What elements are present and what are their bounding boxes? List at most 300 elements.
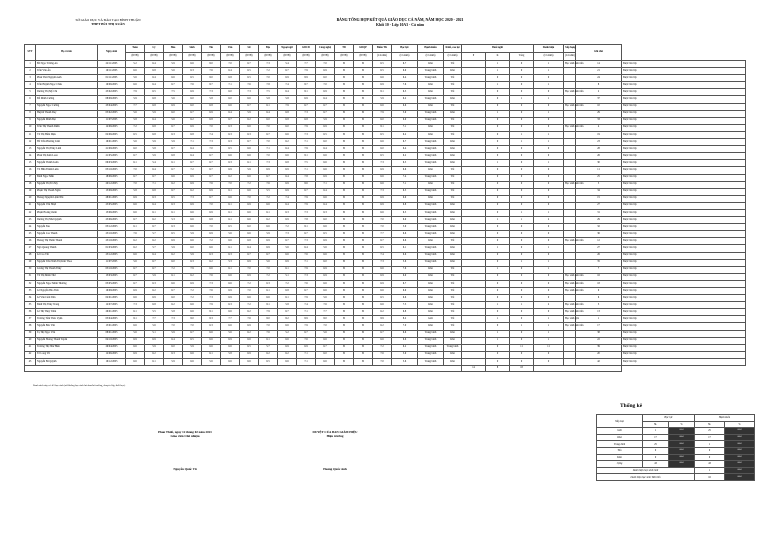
cell-score: 7.0 bbox=[202, 224, 221, 231]
cell-hoc-luc: Trung bình bbox=[418, 209, 444, 216]
cell-score: 7.7 bbox=[373, 231, 392, 238]
cell-score: 6.7 bbox=[183, 110, 202, 117]
cell-dob: 08/09/2005 bbox=[98, 96, 126, 103]
cell-score: 5.6 bbox=[164, 96, 183, 103]
cell-score: 6.6 bbox=[126, 295, 145, 302]
cell-score: Đ bbox=[354, 358, 373, 365]
col-subject: Ngoại ngữ bbox=[278, 45, 297, 53]
cell-score: 7.2 bbox=[164, 266, 183, 273]
cell-score: 7.9 bbox=[297, 146, 316, 153]
cell-absent-p: 0 bbox=[486, 139, 510, 146]
cell-name: Đinh Thị Thùy Trang bbox=[36, 302, 98, 309]
cell-rank: 37 bbox=[576, 96, 622, 103]
cell-rank: 12 bbox=[576, 238, 622, 245]
stats-header-row bbox=[597, 415, 755, 422]
cell-hanh-kiem: Tốt bbox=[444, 89, 462, 96]
cell-dob: 28/01/2005 bbox=[98, 195, 126, 202]
cell-score: Đ bbox=[335, 302, 354, 309]
cell-score: Đ bbox=[335, 330, 354, 337]
cell-absent-p: 0 bbox=[486, 103, 510, 110]
cell-absent-total: 0 bbox=[534, 117, 564, 124]
cell-score: 7.8 bbox=[259, 82, 278, 89]
cell-hoc-luc: Trung bình bbox=[418, 252, 444, 259]
cell-score: 5.6 bbox=[126, 139, 145, 146]
cell-score: 6.2 bbox=[373, 323, 392, 330]
cell-rank: 34 bbox=[576, 188, 622, 195]
cell-hanh-kiem: Tốt bbox=[444, 266, 462, 273]
cell-score: 6.4 bbox=[316, 202, 335, 209]
cell-score: 6.1 bbox=[164, 273, 183, 280]
cell-score: 7.1 bbox=[297, 139, 316, 146]
col-subject-unit: (Cả năm) bbox=[444, 53, 462, 61]
cell-score: 7.0 bbox=[240, 195, 259, 202]
cell-score: 6.7 bbox=[202, 195, 221, 202]
col-rank-unit: (Cả năm) bbox=[564, 53, 576, 61]
cell-note: Được lên lớp bbox=[622, 337, 746, 344]
cell-score: 5.9 bbox=[183, 344, 202, 351]
cell-score: 6.6 bbox=[373, 337, 392, 344]
cell-score: 6.7 bbox=[221, 117, 240, 124]
cell-score: 8.3 bbox=[202, 316, 221, 323]
cell-score: 6.2 bbox=[145, 351, 164, 358]
cell-score: 6.5 bbox=[373, 245, 392, 252]
col-subject: Sinh bbox=[183, 45, 202, 53]
cell-score: Đ bbox=[335, 181, 354, 188]
cell-score: 6.9 bbox=[373, 167, 392, 174]
cell-note: Được lên lớp bbox=[622, 181, 746, 188]
table-row bbox=[25, 309, 746, 316]
cell-score: 6.9 bbox=[392, 273, 418, 280]
cell-note: Được lên lớp bbox=[622, 224, 746, 231]
cell-score: Đ bbox=[335, 209, 354, 216]
cell-hoc-luc: Trung bình bbox=[418, 139, 444, 146]
cell-name: Phan Thái Nguyên Anh bbox=[36, 75, 98, 82]
cell-score: 6.7 bbox=[392, 139, 418, 146]
cell-score: 6.8 bbox=[145, 302, 164, 309]
cell-score: Đ bbox=[335, 273, 354, 280]
cell-score: 7.3 bbox=[297, 238, 316, 245]
cell-score: 6.9 bbox=[183, 202, 202, 209]
cell-absent-total: 1 bbox=[534, 209, 564, 216]
cell-rank: 28 bbox=[576, 146, 622, 153]
cell-score: 7.6 bbox=[392, 266, 418, 273]
stats-table bbox=[596, 414, 755, 481]
cell-merit bbox=[564, 217, 576, 224]
cell-hanh-kiem: Khá bbox=[444, 139, 462, 146]
principal-role: Hiệu trưởng bbox=[326, 434, 344, 439]
cell-merit bbox=[564, 252, 576, 259]
header-subrow bbox=[25, 53, 746, 61]
cell-hanh-kiem: Tốt bbox=[444, 238, 462, 245]
cell-dob: 16/09/2005 bbox=[98, 288, 126, 295]
cell-score: 6.5 bbox=[373, 153, 392, 160]
cell-absent-p: 0 bbox=[486, 288, 510, 295]
cell-score: 6.6 bbox=[202, 266, 221, 273]
cell-stt: 39 bbox=[25, 330, 36, 337]
stats-subhead: SL bbox=[695, 421, 725, 428]
cell-absent-k: 0 bbox=[510, 309, 534, 316]
cell-dob: 21/05/2005 bbox=[98, 153, 126, 160]
cell-score: 6.4 bbox=[183, 153, 202, 160]
cell-score: 6.2 bbox=[164, 302, 183, 309]
cell-score: 7.1 bbox=[392, 124, 418, 131]
cell-score: 6.6 bbox=[126, 344, 145, 351]
cell-score: 6.8 bbox=[145, 68, 164, 75]
cell-absent-k: 0 bbox=[510, 231, 534, 238]
cell-hoc-luc: Trung bình bbox=[418, 231, 444, 238]
cell-note: Được lên lớp bbox=[622, 188, 746, 195]
cell-note: Được lên lớp bbox=[622, 146, 746, 153]
cell-score: 6.4 bbox=[145, 202, 164, 209]
cell-score: 6.3 bbox=[164, 351, 183, 358]
cell-stt: 32 bbox=[25, 280, 36, 287]
cell-score: 6.0 bbox=[316, 217, 335, 224]
cell-score: 7.0 bbox=[221, 61, 240, 68]
cell-rank: 24 bbox=[576, 75, 622, 82]
cell-score: Đ bbox=[335, 266, 354, 273]
cell-score: 7.9 bbox=[126, 89, 145, 96]
table-row bbox=[25, 160, 746, 167]
cell-score: 6.9 bbox=[183, 124, 202, 131]
cell-merit bbox=[564, 153, 576, 160]
cell-score: 6.7 bbox=[373, 238, 392, 245]
cell-absent-p: 1 bbox=[486, 266, 510, 273]
cell-score: 6.8 bbox=[183, 131, 202, 138]
cell-absent-p: 0 bbox=[486, 146, 510, 153]
cell-score: Đ bbox=[354, 160, 373, 167]
cell-score: Đ bbox=[354, 124, 373, 131]
cell-hoc-luc: Khá bbox=[418, 61, 444, 68]
cell-merit bbox=[564, 330, 576, 337]
col-name: Họ và tên bbox=[36, 45, 98, 61]
cell-score: 7.1 bbox=[145, 181, 164, 188]
cell-score: 6.4 bbox=[278, 146, 297, 153]
cell-score: 7.3 bbox=[373, 188, 392, 195]
cell-absent-total: 0 bbox=[534, 224, 564, 231]
cell-score: Đ bbox=[335, 131, 354, 138]
cell-score: 6.4 bbox=[164, 337, 183, 344]
grade-table bbox=[24, 44, 746, 372]
cell-score: 7.0 bbox=[240, 266, 259, 273]
cell-score: 8.1 bbox=[297, 224, 316, 231]
cell-khoi bbox=[462, 167, 486, 174]
cell-score: 6.6 bbox=[316, 288, 335, 295]
cell-score: 8.0 bbox=[202, 75, 221, 82]
table-row bbox=[25, 316, 746, 323]
cell-absent-total: 1 bbox=[534, 61, 564, 68]
cell-absent-k: 0 bbox=[510, 245, 534, 252]
cell-score: 6.1 bbox=[126, 224, 145, 231]
cell-score: 6.6 bbox=[240, 337, 259, 344]
cell-khoi bbox=[462, 209, 486, 216]
stats-hl-count: 25 bbox=[643, 441, 669, 448]
cell-khoi bbox=[462, 231, 486, 238]
cell-hanh-kiem: Khá bbox=[444, 351, 462, 358]
cell-absent-k: 0 bbox=[510, 238, 534, 245]
cell-score: 6.8 bbox=[145, 131, 164, 138]
cell-absent-k: 0 bbox=[510, 188, 534, 195]
cell-score: 6.2 bbox=[183, 188, 202, 195]
cell-score: 7.2 bbox=[278, 280, 297, 287]
table-row bbox=[25, 209, 746, 216]
cell-score: 6.1 bbox=[221, 217, 240, 224]
cell-score: 7.9 bbox=[297, 295, 316, 302]
cell-score: 6.6 bbox=[316, 167, 335, 174]
cell-score: 6.6 bbox=[240, 124, 259, 131]
stats-label: Kém bbox=[597, 454, 643, 461]
cell-absent-p: 1 bbox=[486, 302, 510, 309]
stats-hl-count: 0 bbox=[643, 454, 669, 461]
cell-score: 6.9 bbox=[126, 337, 145, 344]
cell-hanh-kiem: Tốt bbox=[444, 124, 462, 131]
cell-hanh-kiem: Tốt bbox=[444, 302, 462, 309]
cell-score: 6.4 bbox=[145, 167, 164, 174]
cell-absent-total: 0 bbox=[534, 309, 564, 316]
cell-score: 6.3 bbox=[221, 139, 240, 146]
cell-absent-total: 1 bbox=[534, 259, 564, 266]
cell-score: 6.5 bbox=[373, 68, 392, 75]
cell-score: 7.3 bbox=[297, 209, 316, 216]
cell-khoi bbox=[462, 124, 486, 131]
cell-absent-total: 0 bbox=[534, 252, 564, 259]
cell-score: 8.2 bbox=[392, 316, 418, 323]
cell-merit: Học sinh tiên tiến bbox=[564, 302, 576, 309]
cell-absent-k: 0 bbox=[510, 89, 534, 96]
cell-score: 6.5 bbox=[221, 146, 240, 153]
table-row bbox=[25, 288, 746, 295]
cell-score: 6.8 bbox=[278, 110, 297, 117]
cell-name: Hồ Trần Phương Linh bbox=[36, 139, 98, 146]
cell-score: 8.1 bbox=[126, 316, 145, 323]
cell-absent-p: 1 bbox=[486, 337, 510, 344]
cell-score: 6.1 bbox=[145, 209, 164, 216]
table-row bbox=[25, 195, 746, 202]
cell-score: Đ bbox=[354, 68, 373, 75]
stats-row bbox=[597, 428, 755, 435]
cell-khoi bbox=[462, 103, 486, 110]
cell-score: 6.5 bbox=[373, 61, 392, 68]
cell-score: 7.9 bbox=[183, 266, 202, 273]
cell-score: 8.1 bbox=[373, 124, 392, 131]
col-merit-unit: (Cả năm) bbox=[534, 53, 564, 61]
cell-absent-p: 0 bbox=[486, 295, 510, 302]
cell-name: Dương Thị Như Quỳnh bbox=[36, 217, 98, 224]
cell-score: 7.1 bbox=[221, 82, 240, 89]
cell-score: 6.7 bbox=[164, 82, 183, 89]
cell-hoc-luc: Khá bbox=[418, 131, 444, 138]
cell-score: 6.1 bbox=[164, 160, 183, 167]
cell-score: 6.0 bbox=[183, 103, 202, 110]
table-row bbox=[25, 61, 746, 68]
cell-score: Đ bbox=[335, 316, 354, 323]
cell-score: 7.3 bbox=[183, 195, 202, 202]
cell-rank: 35 bbox=[576, 259, 622, 266]
cell-score: 7.0 bbox=[373, 224, 392, 231]
cell-score: 6.6 bbox=[221, 153, 240, 160]
cell-hoc-luc: Trung bình bbox=[418, 344, 444, 351]
cell-absent-p: 0 bbox=[486, 75, 510, 82]
cell-score: Đ bbox=[335, 139, 354, 146]
cell-absent-total: 0 bbox=[534, 181, 564, 188]
cell-dob: 05/04/2005 bbox=[98, 316, 126, 323]
cell-score: 5.9 bbox=[164, 330, 183, 337]
cell-khoi bbox=[462, 266, 486, 273]
stats-hl-pct: #### bbox=[669, 434, 695, 441]
cell-absent-k: 0 bbox=[510, 110, 534, 117]
cell-absent-total: 0 bbox=[534, 153, 564, 160]
cell-score: 6.2 bbox=[240, 330, 259, 337]
cell-khoi bbox=[462, 68, 486, 75]
cell-note: Được lên lớp bbox=[622, 131, 746, 138]
cell-score: 6.5 bbox=[126, 131, 145, 138]
cell-hanh-kiem: Khá bbox=[444, 68, 462, 75]
cell-stt: 10 bbox=[25, 124, 36, 131]
cell-score: 6.5 bbox=[183, 75, 202, 82]
cell-score: 5.8 bbox=[202, 96, 221, 103]
cell-score: 6.1 bbox=[221, 209, 240, 216]
cell-name: Nguyễn Ngọc Minh Thương bbox=[36, 280, 98, 287]
cell-score: 7.0 bbox=[373, 358, 392, 365]
cell-rank: 29 bbox=[576, 110, 622, 117]
table-row bbox=[25, 224, 746, 231]
cell-score: 7.3 bbox=[259, 61, 278, 68]
col-subject-unit: (ĐTB) bbox=[297, 53, 316, 61]
cell-note: Được lên lớp bbox=[622, 124, 746, 131]
cell-score: Đ bbox=[354, 153, 373, 160]
cell-score: 6.5 bbox=[392, 188, 418, 195]
cell-score: 6.0 bbox=[183, 245, 202, 252]
cell-absent-k: 0 bbox=[510, 103, 534, 110]
cell-score: 6.0 bbox=[164, 110, 183, 117]
cell-stt: 38 bbox=[25, 323, 36, 330]
cell-score: Đ bbox=[335, 153, 354, 160]
cell-score: 6.9 bbox=[278, 181, 297, 188]
cell-note: Được lên lớp bbox=[622, 174, 746, 181]
cell-dob: 03/05/2005 bbox=[98, 280, 126, 287]
cell-score: 6.1 bbox=[221, 266, 240, 273]
cell-score: 6.7 bbox=[145, 259, 164, 266]
cell-score: 6.4 bbox=[278, 89, 297, 96]
cell-score: 7.2 bbox=[240, 181, 259, 188]
cell-name: Đỗ Minh Cường bbox=[36, 96, 98, 103]
cell-score: 6.1 bbox=[278, 266, 297, 273]
cell-note: Được lên lớp bbox=[622, 61, 746, 68]
cell-score: Đ bbox=[354, 181, 373, 188]
cell-score: 6.0 bbox=[164, 344, 183, 351]
school-name: THPT BÙI THỊ XUÂN bbox=[91, 22, 125, 27]
cell-score: 7.0 bbox=[259, 323, 278, 330]
cell-hoc-luc: Trung bình bbox=[418, 160, 444, 167]
cell-score: 6.7 bbox=[259, 252, 278, 259]
cell-score: Đ bbox=[354, 259, 373, 266]
cell-score: 8.7 bbox=[202, 82, 221, 89]
cell-hoc-luc: Trung bình bbox=[418, 146, 444, 153]
cell-score: 6.7 bbox=[297, 188, 316, 195]
cell-absent-k: 1 bbox=[510, 131, 534, 138]
cell-score: 7.0 bbox=[183, 323, 202, 330]
cell-khoi bbox=[462, 273, 486, 280]
cell-khoi bbox=[462, 188, 486, 195]
cell-score: 6.6 bbox=[183, 224, 202, 231]
cell-score: 6.4 bbox=[145, 75, 164, 82]
cell-score: 6.9 bbox=[259, 238, 278, 245]
cell-score: 6.0 bbox=[164, 259, 183, 266]
cell-score: 6.8 bbox=[240, 238, 259, 245]
cell-merit bbox=[564, 202, 576, 209]
cell-score: 7.9 bbox=[297, 266, 316, 273]
cell-rank: 19 bbox=[576, 131, 622, 138]
cell-score: 6.9 bbox=[259, 245, 278, 252]
cell-name: Phạm Hoàng Oanh bbox=[36, 209, 98, 216]
cell-score: 5.9 bbox=[392, 224, 418, 231]
cell-hanh-kiem: Khá bbox=[444, 245, 462, 252]
cell-score: 6.9 bbox=[183, 181, 202, 188]
cell-score: 6.0 bbox=[221, 89, 240, 96]
cell-score: 6.5 bbox=[392, 160, 418, 167]
cell-score: 6.0 bbox=[183, 96, 202, 103]
cell-merit bbox=[564, 259, 576, 266]
cell-dob: 19/11/2005 bbox=[98, 68, 126, 75]
cell-score: 6.9 bbox=[316, 124, 335, 131]
cell-score: 6.1 bbox=[221, 245, 240, 252]
cell-khoi bbox=[462, 217, 486, 224]
cell-score: 7.7 bbox=[221, 316, 240, 323]
cell-absent-total: 1 bbox=[534, 139, 564, 146]
cell-score: 6.6 bbox=[126, 252, 145, 259]
cell-khoi bbox=[462, 351, 486, 358]
report-title: BẢNG TỔNG HỢP KẾT QUẢ GIÁO DỤC CẢ NĂM, NĂM HỌC 2020 - 2021 bbox=[336, 18, 464, 22]
cell-score: 7.1 bbox=[297, 358, 316, 365]
cell-absent-total: 0 bbox=[534, 75, 564, 82]
cell-name: Trần Văn Ân bbox=[36, 68, 98, 75]
cell-score: 5.9 bbox=[145, 273, 164, 280]
cell-score: 6.1 bbox=[259, 209, 278, 216]
cell-absent-k: 0 bbox=[510, 202, 534, 209]
cell-score: Đ bbox=[335, 202, 354, 209]
cell-dob: 16/01/2005 bbox=[98, 139, 126, 146]
cell-score: 6.9 bbox=[392, 195, 418, 202]
cell-score: 6.9 bbox=[259, 167, 278, 174]
cell-score: 6.7 bbox=[316, 103, 335, 110]
cell-score: Đ bbox=[354, 217, 373, 224]
cell-hanh-kiem: Tốt bbox=[444, 309, 462, 316]
cell-score: 6.8 bbox=[202, 117, 221, 124]
cell-score: 6.6 bbox=[316, 252, 335, 259]
cell-score: 6.5 bbox=[240, 75, 259, 82]
cell-hoc-luc: Trung bình bbox=[418, 174, 444, 181]
cell-score: 6.4 bbox=[316, 188, 335, 195]
cell-score: 7.6 bbox=[240, 316, 259, 323]
cell-rank: 2 bbox=[576, 89, 622, 96]
cell-score: 5.6 bbox=[126, 75, 145, 82]
cell-score: 6.2 bbox=[392, 131, 418, 138]
cell-score: 7.8 bbox=[297, 174, 316, 181]
cell-absent-k: 0 bbox=[510, 68, 534, 75]
cell-score: 6.6 bbox=[183, 358, 202, 365]
cell-score: 6.6 bbox=[126, 358, 145, 365]
cell-score: 6.9 bbox=[240, 259, 259, 266]
cell-score: Đ bbox=[354, 323, 373, 330]
cell-name: Trần Huỳnh Ngọc Châu bbox=[36, 82, 98, 89]
cell-score: 6.4 bbox=[259, 110, 278, 117]
cell-score: 6.4 bbox=[145, 117, 164, 124]
cell-note: Được lên lớp bbox=[622, 209, 746, 216]
cell-score: 6.5 bbox=[373, 295, 392, 302]
stats-label: Giỏi bbox=[597, 428, 643, 435]
cell-score: 6.6 bbox=[373, 75, 392, 82]
cell-absent-total: 0 bbox=[534, 295, 564, 302]
cell-dob: 02/06/2005 bbox=[98, 131, 126, 138]
